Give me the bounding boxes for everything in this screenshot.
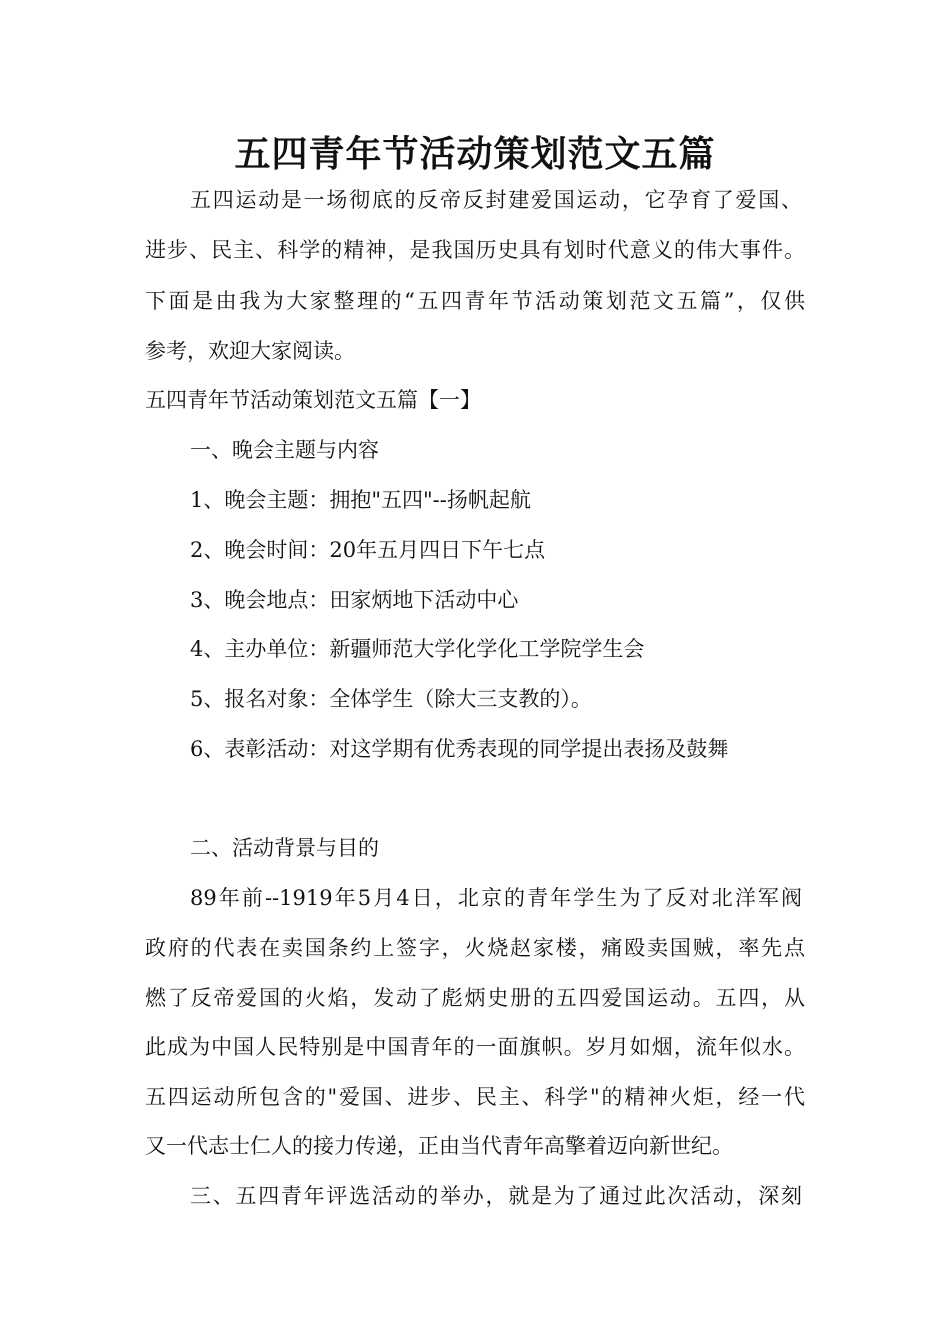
part2-line-3: 燃了反帝爱国的火焰，发动了彪炳史册的五四爱国运动。五四，从	[145, 986, 805, 1010]
section-heading: 五四青年节活动策划范文五篇【一】	[145, 388, 481, 412]
part2-line-1: 89年前--1919年5月4日，北京的青年学生为了反对北洋军阀	[190, 886, 802, 910]
document-title: 五四青年节活动策划范文五篇	[234, 133, 716, 175]
part2-line-2: 政府的代表在卖国条约上签字，火烧赵家楼，痛殴卖国贼，率先点	[145, 936, 805, 960]
part1-item-5: 5、报名对象：全体学生（除大三支教的）。	[190, 687, 592, 711]
part2-heading: 二、活动背景与目的	[190, 836, 379, 860]
part2-line-4: 此成为中国人民特别是中国青年的一面旗帜。岁月如烟，流年似水。	[145, 1035, 805, 1059]
part1-item-1: 1、晚会主题：拥抱"五四"--扬帆起航	[190, 488, 531, 512]
part1-item-6: 6、表彰活动：对这学期有优秀表现的同学提出表扬及鼓舞	[190, 737, 729, 761]
part1-item-3: 3、晚会地点：田家炳地下活动中心	[190, 588, 519, 612]
part2-line-5: 五四运动所包含的"爱国、进步、民主、科学"的精神火炬，经一代	[145, 1085, 805, 1109]
intro-line-2: 进步、民主、科学的精神，是我国历史具有划时代意义的伟大事件。	[145, 238, 805, 262]
intro-line-1: 五四运动是一场彻底的反帝反封建爱国运动，它孕育了爱国、	[190, 188, 802, 212]
part1-item-2: 2、晚会时间：20年五月四日下午七点	[190, 538, 546, 562]
part2-line-6: 又一代志士仁人的接力传递，正由当代青年高擎着迈向新世纪。	[145, 1134, 733, 1158]
intro-line-3: 下面是由我为大家整理的“五四青年节活动策划范文五篇”，仅供	[145, 289, 805, 313]
intro-line-4: 参考，欢迎大家阅读。	[145, 339, 355, 363]
part3-line-1: 三、五四青年评选活动的举办，就是为了通过此次活动，深刻	[190, 1184, 802, 1208]
part1-item-4: 4、主办单位：新疆师范大学化学化工学院学生会	[190, 637, 645, 661]
part1-heading: 一、晚会主题与内容	[190, 438, 379, 462]
